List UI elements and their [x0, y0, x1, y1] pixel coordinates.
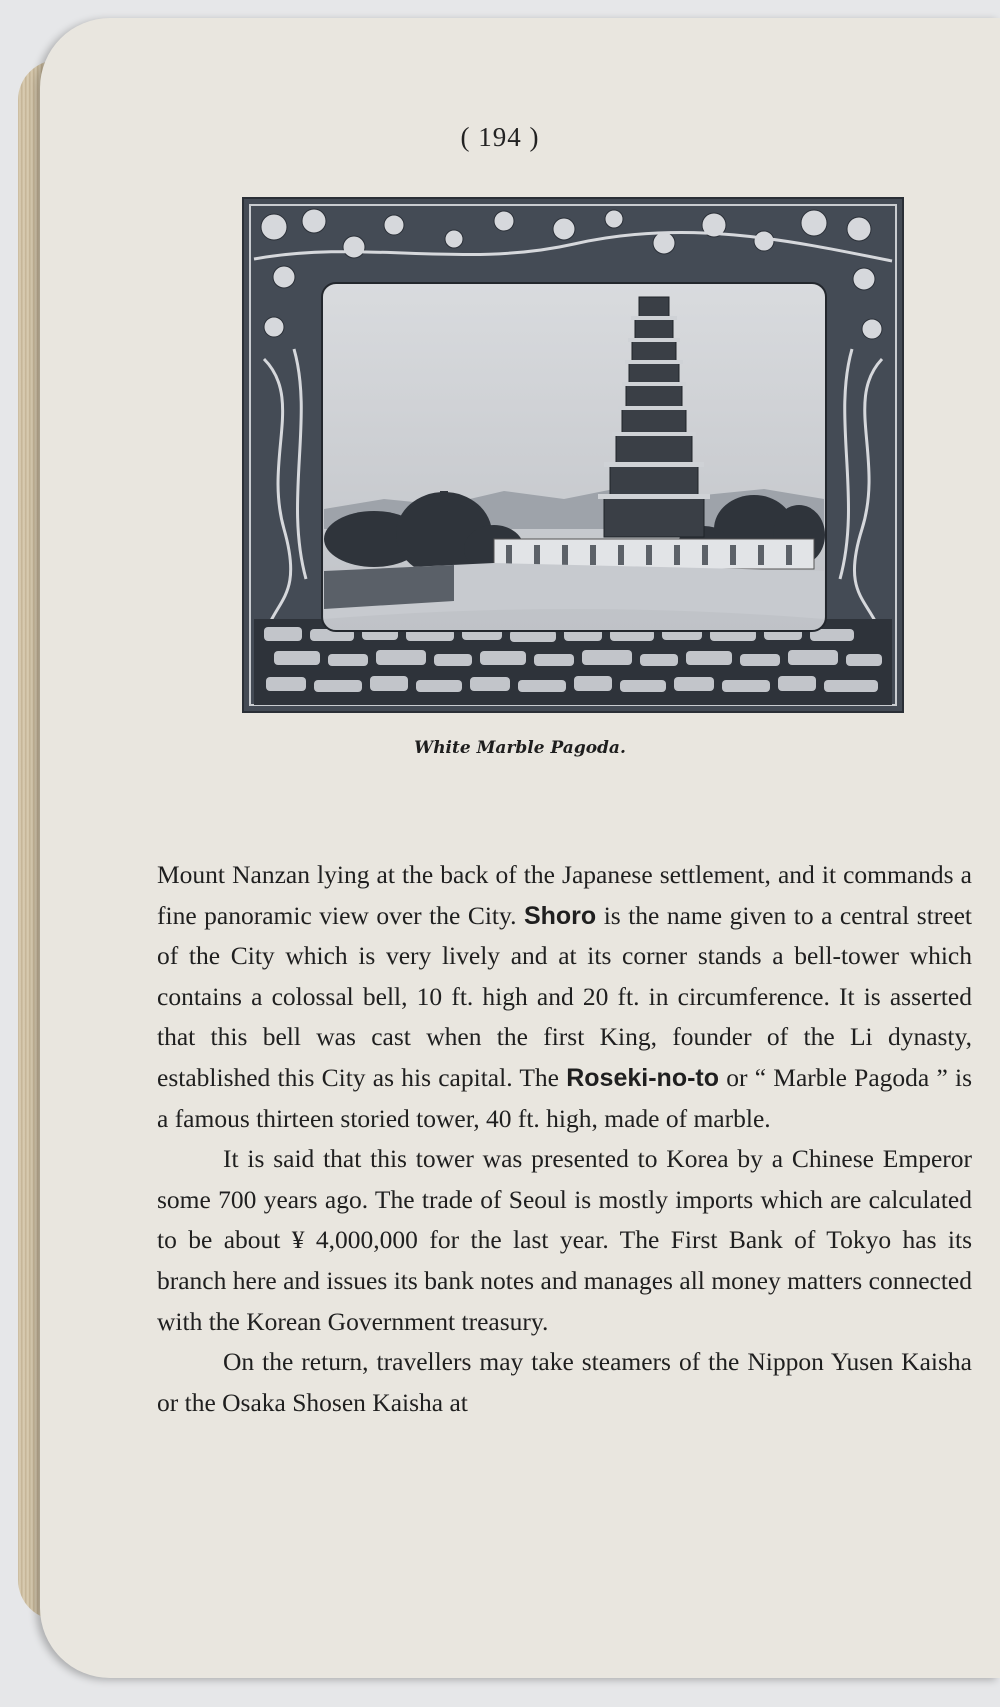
paragraph-text: Mount Nanzan lying at the back of the Japanese settlement, and it commands a fine panoramic view over the City. — [157, 860, 972, 930]
figure-caption: White Marble Pagoda. — [414, 738, 626, 758]
paragraph-2 — [157, 1139, 972, 1342]
paragraph-text: It is said that this tower was presented to Korea by a Chinese Emperor some 700 years ago. The trade of Seoul is mostly imports which are calculated to be about ¥ 4,000,000 for the last year. The First Bank of Tokyo has its branch here and issues its bank notes and manages all money matters connected with the Korean Government treasury. — [157, 1144, 972, 1336]
paragraph-text: is the name given to a central street of the City which is very lively and at its corner stands a bell-tower which contains a colossal bell, 10 ft. high and 20 ft. in circumference. It is asserted that this bell was cast when the first King, founder of the Li dynasty, established this City as his capital. The — [157, 900, 972, 1092]
body-text — [157, 855, 972, 1423]
paragraph-3 — [157, 1342, 972, 1423]
term-roseki-no-to: Roseki-no-to — [566, 1063, 720, 1092]
pagoda-illustration — [242, 197, 904, 713]
term-shoro: Shoro — [523, 901, 597, 930]
page-number: ( 194 ) — [460, 122, 540, 152]
paragraph-1 — [157, 855, 972, 1139]
paragraph-text: On the return, travellers may take steamers of the Nippon Yusen Kaisha or the Osaka Shosen Kaisha at — [157, 1347, 972, 1417]
paragraph-text: or “ Marble Pagoda ” is a famous thirteen storied tower, 40 ft. high, made of marble. — [157, 1062, 973, 1133]
